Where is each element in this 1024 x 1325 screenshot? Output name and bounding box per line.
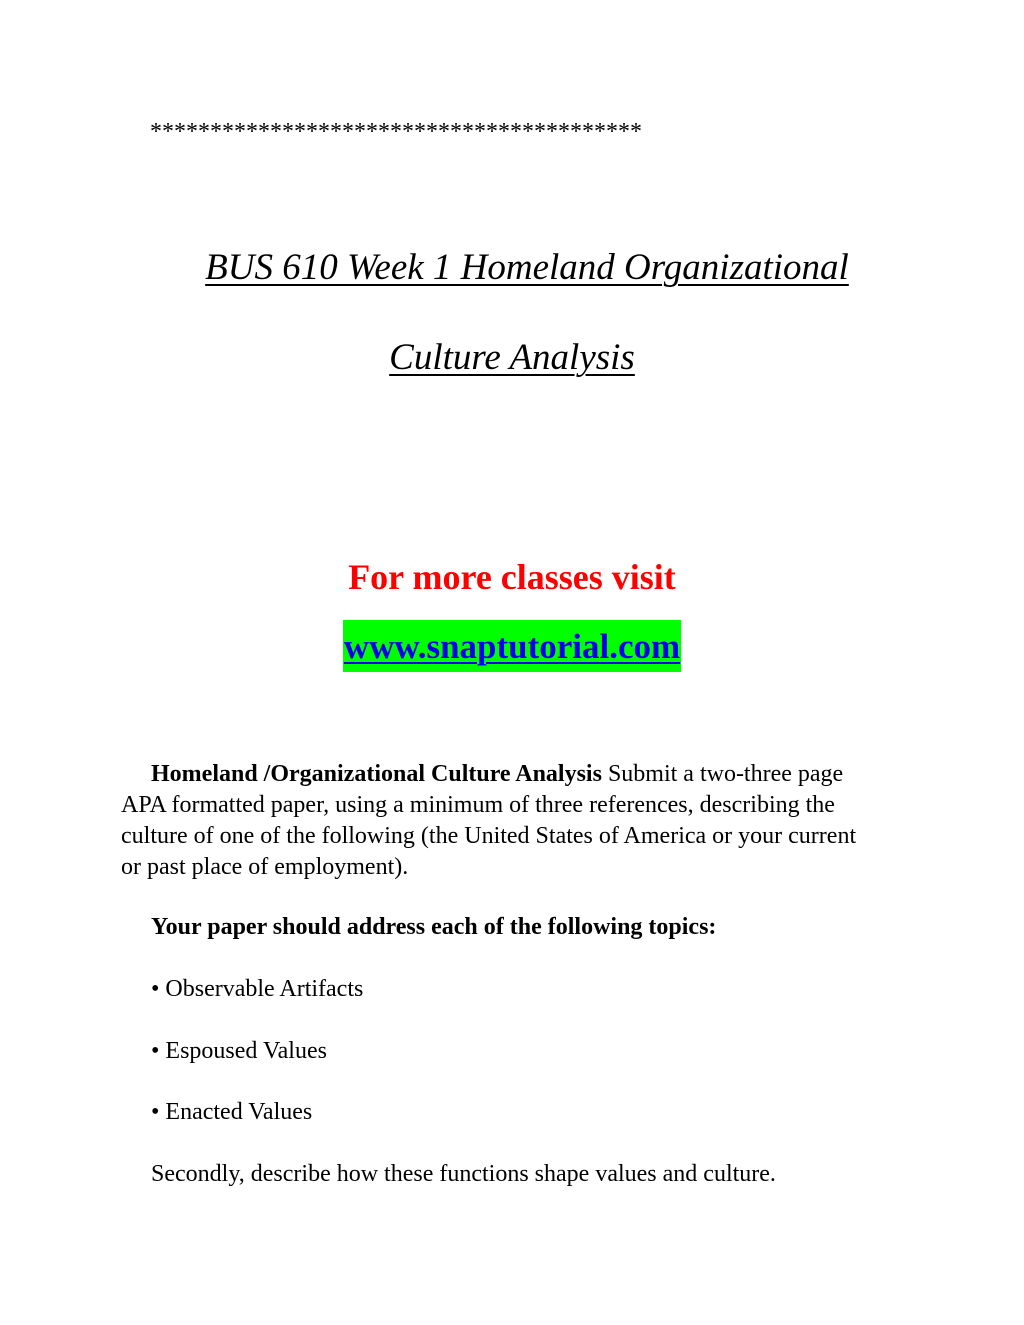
asterisk-separator: ***************************************** — [150, 119, 642, 145]
document-title-line-1 — [0, 246, 1024, 290]
promo-link-container — [0, 620, 1024, 672]
bullet-observable-artifacts: • Observable Artifacts — [151, 976, 364, 1002]
closing-paragraph: Secondly, describe how these functions shape values and culture. — [151, 1161, 776, 1187]
bullet-enacted-values: • Enacted Values — [151, 1099, 313, 1125]
document-title-line-2 — [0, 336, 1024, 380]
intro-paragraph — [121, 759, 881, 883]
title-line-1-text: BUS 610 Week 1 Homeland Organizational — [205, 247, 849, 288]
intro-lead-text: Homeland /Organizational Culture Analysis — [151, 761, 602, 787]
promo-heading: For more classes visit — [348, 557, 676, 597]
bullet-espoused-values: • Espoused Values — [151, 1038, 327, 1064]
topics-heading: Your paper should address each of the following topics: — [151, 914, 717, 940]
website-link[interactable]: www.snaptutorial.com — [343, 620, 681, 672]
intro-body-text: Submit a two-three page APA formatted paper, using a minimum of three references, describing the culture of one of the following (the United States of America or your current or past place of employment). — [121, 761, 857, 880]
title-line-2-text: Culture Analysis — [389, 337, 635, 378]
